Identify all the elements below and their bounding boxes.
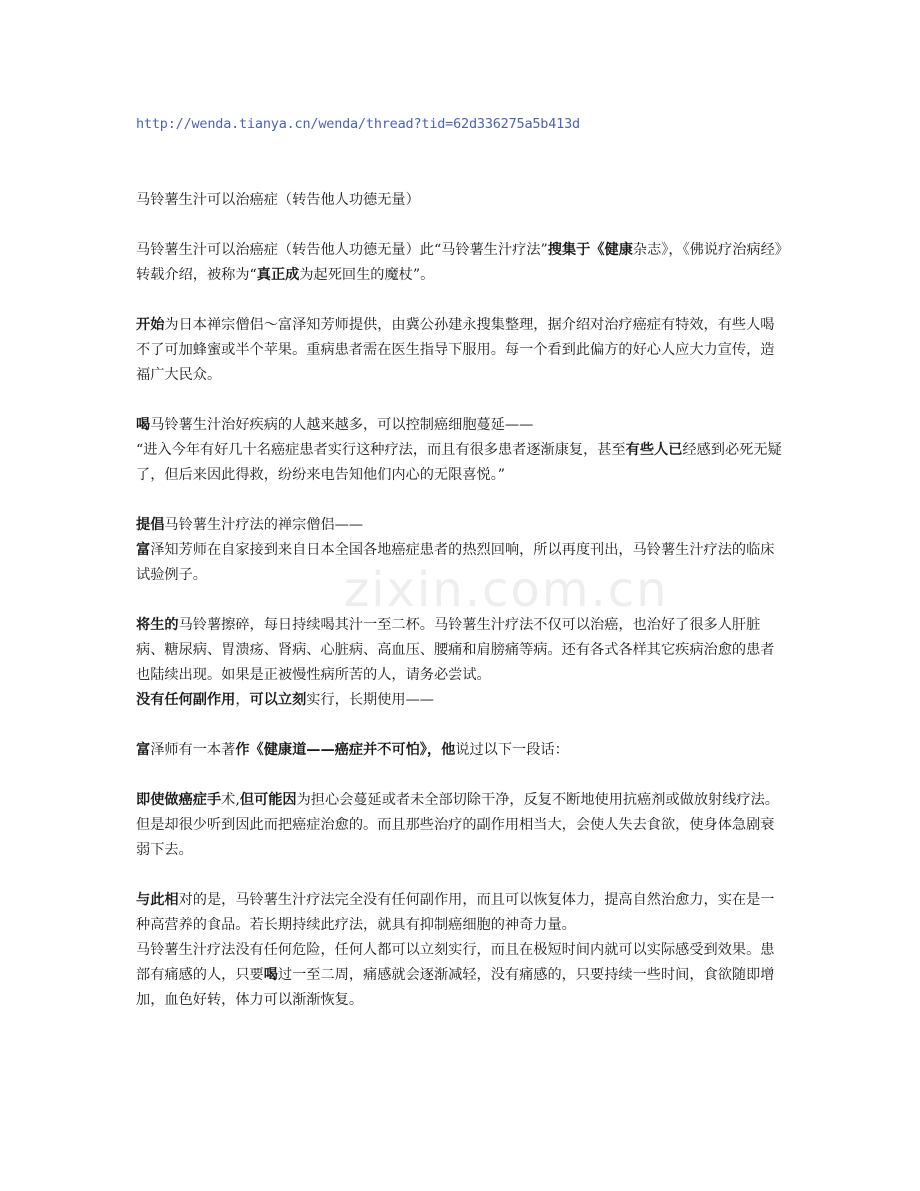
paragraph-drink-heading: 喝马铃薯生汁治好疾病的人越来越多，可以控制癌细胞蔓延—— <box>136 417 534 433</box>
watermark: zixin.com.cn <box>344 562 669 618</box>
paragraph-contrast: 与此相对的是，马铃薯生汁疗法完全没有任何副作用，而且可以恢复体力，提高自然治愈力，实在是一种高营养的食品。若长期持续此疗法，就具有抑制癌细胞的神奇力量。 <box>136 892 775 933</box>
paragraph-intro: 马铃薯生汁可以治癌症（转告他人功德无量）此“马铃薯生汁疗法”搜集于《健康杂志》，《佛说疗治病经》转载介绍，被称为“真正成为起死回生的魔杖”。 <box>136 242 782 283</box>
paragraph-monk-body: 富泽知芳师在自家接到来自日本全国各地癌症患者的热烈回响，所以再度刊出，马铃薯生汁疗法的临床试验例子。 <box>136 542 775 583</box>
document-body <box>136 112 788 1013</box>
paragraph-book: 富泽师有一本著作《健康道——癌症并不可怕》，他说过以下一段话： <box>136 742 569 758</box>
paragraph-monk-heading: 提倡马铃薯生汁疗法的禅宗僧侣—— <box>136 517 364 533</box>
paragraph-surgery: 即使做癌症手术,但可能因为担心会蔓延或者未全部切除干净，反复不断地使用抗癌剂或做放射线疗法。但是却很少听到因此而把癌症治愈的。而且那些治疗的副作用相当大，会使人失去食欲，使身体急剧衰弱下去。 <box>136 792 779 858</box>
source-link[interactable]: http://wenda.tianya.cn/wenda/thread?tid=62d336275a5b413d <box>136 116 580 132</box>
paragraph-quote: “进入今年有好几十名癌症患者实行这种疗法，而且有很多患者逐渐康复，甚至有些人已经感到必死无疑了，但后来因此得救，纷纷来电告知他们内心的无限喜悦。” <box>136 442 782 483</box>
paragraph-method: 将生的马铃薯擦碎，每日持续喝其汁一至二杯。马铃薯生汁疗法不仅可以治癌，也治好了很多人肝脏病、糖尿病、胃溃疡、肾病、心脏病、高血压、腰痛和肩膀痛等病。还有各式各样其它疾病治愈的患者也陆续出现。如果是正被慢性病所苦的人，请务必尝试。 <box>136 617 775 683</box>
paragraph-no-side-effects: 没有任何副作用，可以立刻实行，长期使用—— <box>136 692 434 708</box>
paragraph-origin: 开始为日本禅宗僧侣～富泽知芳师提供，由冀公孙建永搜集整理，据介绍对治疗癌症有特效，有些人喝不了可加蜂蜜或半个苹果。重病患者需在医生指导下服用。每一个看到此偏方的好心人应大力宣传，造福广大民众。 <box>136 317 775 383</box>
paragraph-safety: 马铃薯生汁疗法没有任何危险，任何人都可以立刻实行，而且在极短时间内就可以实际感受到效果。患部有痛感的人，只要喝过一至二周，痛感就会逐渐减轻，没有痛感的，只要持续一些时间，食欲随即增加，血色好转，体力可以渐渐恢复。 <box>136 942 775 1008</box>
document-title: 马铃薯生汁可以治癌症（转告他人功德无量） <box>136 192 420 208</box>
